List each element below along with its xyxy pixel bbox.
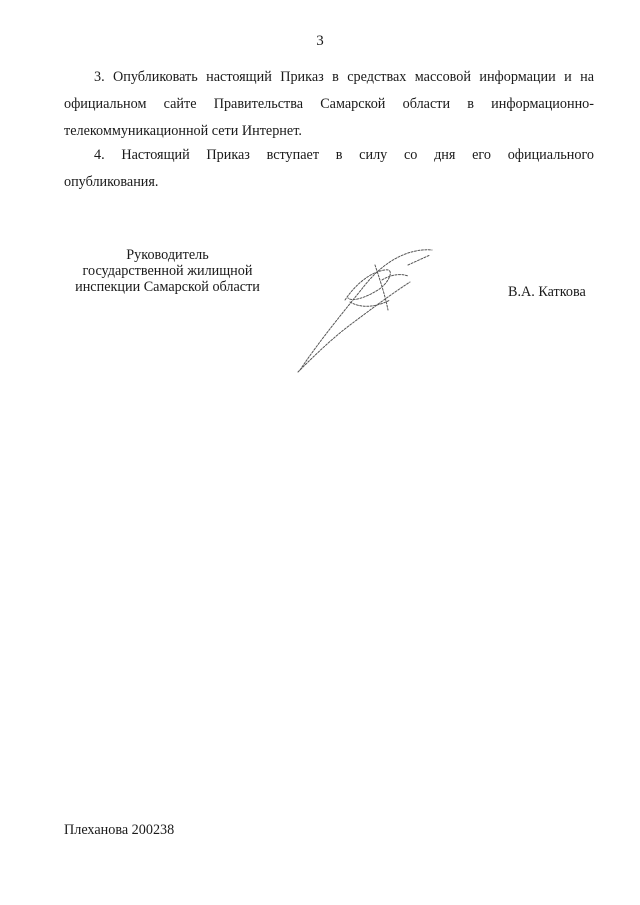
signatory-position bbox=[40, 247, 295, 295]
executor-note: Плеханова 200238 bbox=[64, 822, 175, 838]
signatory-name: В.А. Каткова bbox=[508, 284, 586, 300]
paragraph-4 bbox=[64, 142, 594, 196]
paragraph-3-line-1: 3. Опубликовать настоящий Приказ в средствах массовой информации и на bbox=[94, 69, 594, 85]
paragraph-4-line-1: 4. Настоящий Приказ вступает в силу со дня его официального bbox=[94, 147, 594, 163]
paragraph-3-line-2: официальном сайте Правительства Самарской области в информационно- bbox=[64, 96, 594, 112]
signatory-position-line-2: государственной жилищной bbox=[82, 263, 253, 279]
signatory-position-line-3: инспекции Самарской области bbox=[75, 279, 260, 295]
page-number: 3 bbox=[316, 33, 324, 49]
paragraph-3-line-3: телекоммуникационной сети Интернет. bbox=[64, 123, 302, 139]
paragraph-4-line-2: опубликования. bbox=[64, 174, 159, 190]
handwritten-signature bbox=[290, 240, 440, 380]
signatory-position-line-1: Руководитель bbox=[126, 247, 209, 263]
paragraph-3 bbox=[64, 64, 594, 145]
